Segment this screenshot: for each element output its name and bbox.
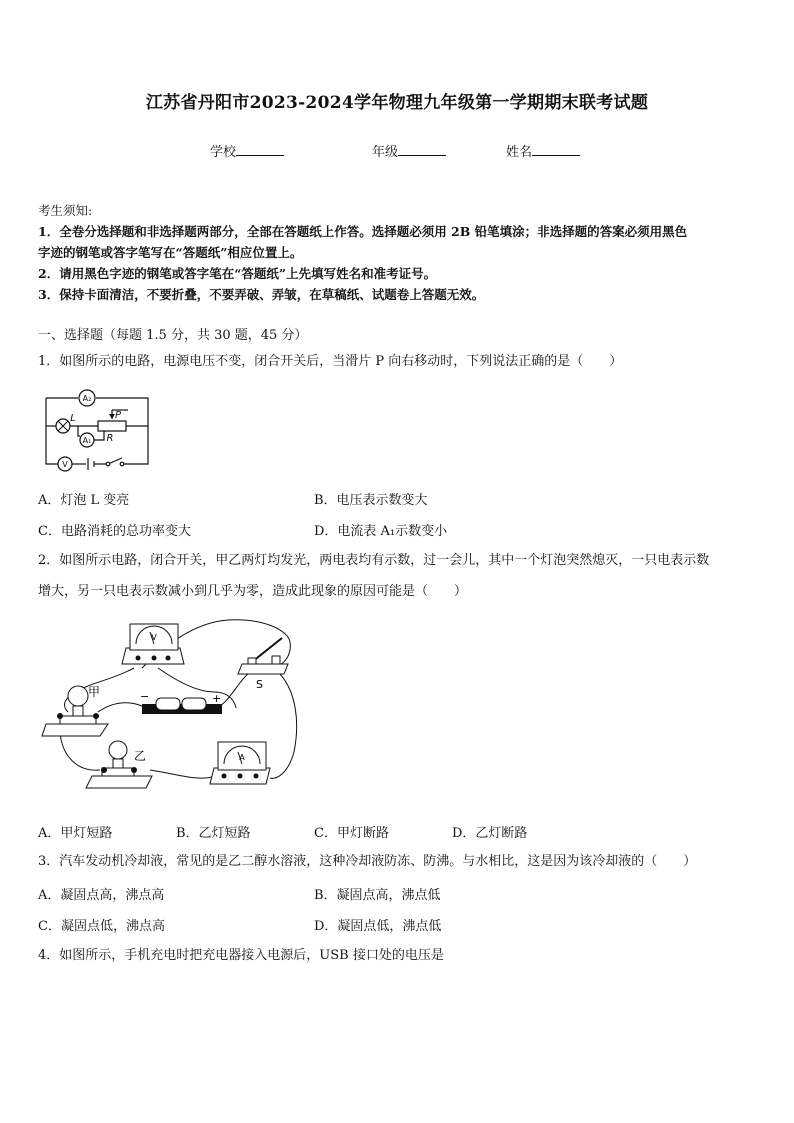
exam-title: 江苏省丹阳市2023-2024学年物理九年级第一学期期末联考试题 [145, 93, 649, 113]
label-l: L [70, 413, 76, 424]
q3-option-c[interactable]: C．凝固点低，沸点高 [38, 919, 165, 934]
label-v: V [62, 460, 68, 469]
question-3-stem: 3．汽车发动机冷却液，常见的是乙二醇水溶液，这种冷却液防冻、防沸。与水相比，这是因为该冷却液的（ ） [38, 854, 697, 869]
ammeter-label: A [239, 753, 245, 762]
question-1-circuit-figure [38, 388, 156, 472]
voltmeter-device [122, 624, 184, 664]
notice-item-3: 3．保持卡面清洁，不要折叠，不要弄破、弄皱，在草稿纸、试题卷上答题无效。 [38, 287, 485, 302]
q3-option-b[interactable]: B．凝固点高，沸点低 [314, 888, 441, 903]
battery-plus-label: + [212, 692, 222, 705]
q1-option-a[interactable]: A．灯泡 L 变亮 [38, 493, 130, 508]
q1-option-d[interactable]: D．电流表 A₁示数变小 [314, 524, 448, 539]
label-a1: A₁ [82, 436, 92, 445]
question-4-stem: 4．如图所示，手机充电时把充电器接入电源后，USB 接口处的电压是 [38, 948, 444, 963]
q1-option-c[interactable]: C．电路消耗的总功率变大 [38, 524, 191, 539]
q2-option-b[interactable]: B．乙灯短路 [176, 826, 251, 841]
notice-item-1-cont: 字迹的钢笔或答字笔写在“答题纸”相应位置上。 [38, 245, 303, 260]
lamp-yi-label: 乙 [134, 749, 147, 763]
name-label: 姓名 [506, 145, 533, 160]
question-1-stem: 1．如图所示的电路，电源电压不变，闭合开关后，当滑片 P 向右移动时，下列说法正确的是（ ） [38, 354, 623, 369]
grade-blank [398, 143, 446, 156]
q1-option-b[interactable]: B．电压表示数变大 [314, 493, 428, 508]
school-label: 学校 [210, 145, 237, 160]
grade-label: 年级 [372, 145, 399, 160]
battery-minus-label: − [140, 690, 150, 703]
q3-option-a[interactable]: A．凝固点高，沸点高 [38, 888, 165, 903]
label-p: P [114, 410, 122, 421]
q2-option-d[interactable]: D．乙灯断路 [452, 826, 528, 841]
q2-option-a[interactable]: A．甲灯短路 [38, 826, 113, 841]
notice-item-1: 1．全卷分选择题和非选择题两部分，全部在答题纸上作答。选择题必须用 2B 铅笔填涂；非选择题的答案必须用黑色 [38, 224, 688, 239]
lamp-jia-device [42, 685, 108, 736]
battery-device [140, 690, 222, 714]
name-blank [532, 143, 580, 156]
section-heading: 一、选择题（每题 1.5 分，共 30 题，45 分） [38, 328, 308, 343]
q2-option-c[interactable]: C．甲灯断路 [314, 826, 389, 841]
question-2-stem-line1: 2．如图所示电路，闭合开关，甲乙两灯均发光，两电表均有示数，过一会儿，其中一个灯泡突然熄灭，一只电表示数 [38, 553, 710, 568]
label-r: R [106, 433, 114, 444]
label-a2: A₂ [82, 394, 92, 403]
question-2-stem-line2: 增大，另一只电表示数减小到几乎为零，造成此现象的原因可能是（ ） [38, 584, 468, 599]
lamp-yi-device [86, 741, 152, 788]
switch-device [238, 638, 288, 691]
notice-heading: 考生须知: [38, 203, 93, 218]
school-blank [236, 143, 284, 156]
q3-option-d[interactable]: D．凝固点低，沸点低 [314, 919, 442, 934]
lamp-jia-label: 甲 [88, 685, 101, 699]
notice-item-2: 2．请用黑色字迹的钢笔或答字笔在“答题纸”上先填写姓名和准考证号。 [38, 266, 437, 281]
school-field [210, 141, 284, 160]
grade-field [372, 141, 446, 160]
voltmeter-label: V [151, 633, 157, 642]
name-field [506, 141, 580, 160]
question-2-circuit-figure [38, 612, 306, 802]
ammeter-device [210, 742, 270, 784]
switch-label: S [256, 678, 263, 691]
